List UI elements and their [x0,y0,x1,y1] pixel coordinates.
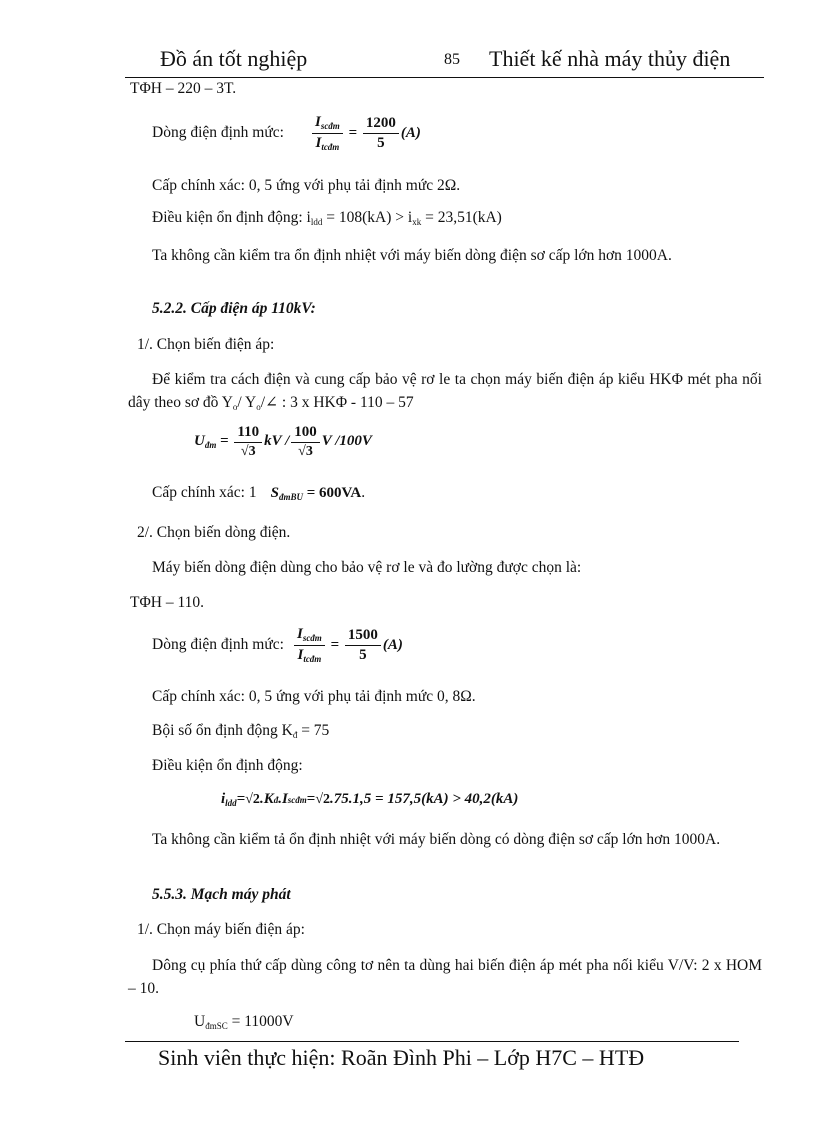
heading-5-5-3: 5.5.3. Mạch máy phát [152,886,291,903]
choose-vt-line: 1/. Chọn biến điện áp: [137,336,275,353]
multiple-stability-line: Bội số ổn định động $K_đ = 75$ [152,722,330,740]
udmsc-line: $U_{đmSC} = 11000V$ [194,1013,294,1031]
page-number: 85 [444,51,460,68]
header-right: Thiết kế nhà máy thủy điện [489,46,731,71]
footer-text: Sinh viên thực hiện: Roãn Đình Phi – Lớp H7C – HTĐ [158,1045,645,1070]
ratio-fraction-1: $\frac{I_{scđm}}{I_{tcđm}}$ [312,114,343,153]
accuracy-line-2: Cấp chính xác: 0, 5 ứng với phụ tải định mức 0, 8Ω. [152,688,476,705]
formula-ildd: $i_{ldd}$ = √2 .K đ .I scđm = √2 .75.1,5 = 157,5(kA) > 40,2(kA) [221,791,519,808]
header-rule [125,77,764,78]
paragraph-thermal-2: Ta không cần kiểm tả ổn định nhiệt với máy biến dòng có dòng điện sơ cấp lớn hơn 1000A. [152,831,721,848]
dynamic-stability-line-1: Điều kiện ổn định động: $i_{ldd} = 108(kA) > i_{xk} = 23,51(kA)$ [152,209,502,227]
line-tfh-220: TΦH – 220 – 3T. [130,80,237,97]
value-fraction-1: $\frac{1200}{5}$ [363,115,399,151]
header-left: Đồ án tốt nghiệp [160,46,308,71]
ct-description-line: Máy biến dòng điện dùng cho bảo vệ rơ le và đo lường được chọn là: [152,559,582,576]
rated-current-label-1: Dòng điện định mức: [152,124,284,142]
choose-ct-line: 2/. Chọn biến dòng điện. [137,524,291,541]
rated-current-line-1: Dòng điện định mức: $\frac{I_{scđm}}{I_{tcđm}}$ = $\frac{1200}{5}$ (A) [152,114,421,152]
footer-rule [125,1041,739,1042]
dynamic-stability-label-2: Điều kiện ổn định động: [152,757,303,774]
paragraph-thermal-1: Ta không cần kiểm tra ổn định nhiệt với máy biến dòng điện sơ cấp lớn hơn 1000A. [152,247,672,264]
accuracy-line-1: Cấp chính xác: 0, 5 ứng với phụ tải định mức 2Ω. [152,177,461,194]
line-tfh-110: TΦH – 110. [130,594,205,611]
paragraph-meter: Dông cụ phía thứ cấp dùng công tơ nên ta dùng hai biến điện áp mét pha nối kiểu V/V: 2 x HOM – 10. [128,957,762,997]
formula-udm: $U_{đm}$ = $\frac{110}{√3}$ kV / $\frac{100}{√3}$ V /100V [194,424,372,459]
choose-vt-line-2: 1/. Chọn máy biến điện áp: [137,921,305,938]
rated-current-line-2: Dòng điện định mức: $\frac{I_{scđm}}{I_{tcđm}}$ = $\frac{1500}{5}$ (A) [152,626,403,664]
paragraph-vt: Để kiểm tra cách điện và cung cấp bảo vệ rơ le ta chọn máy biến điện áp kiểu HKΦ mét pha nối dây theo sơ đồ $Y_o/$ $Y_o/\angle$ : 3 x HKΦ - 110 – 57 [128,371,762,412]
heading-5-2-2: 5.2.2. Cấp điện áp 110kV: [152,300,316,317]
accuracy-line-vt: Cấp chính xác: 1 $S_{đmBU}$ = 600VA . [152,484,366,502]
